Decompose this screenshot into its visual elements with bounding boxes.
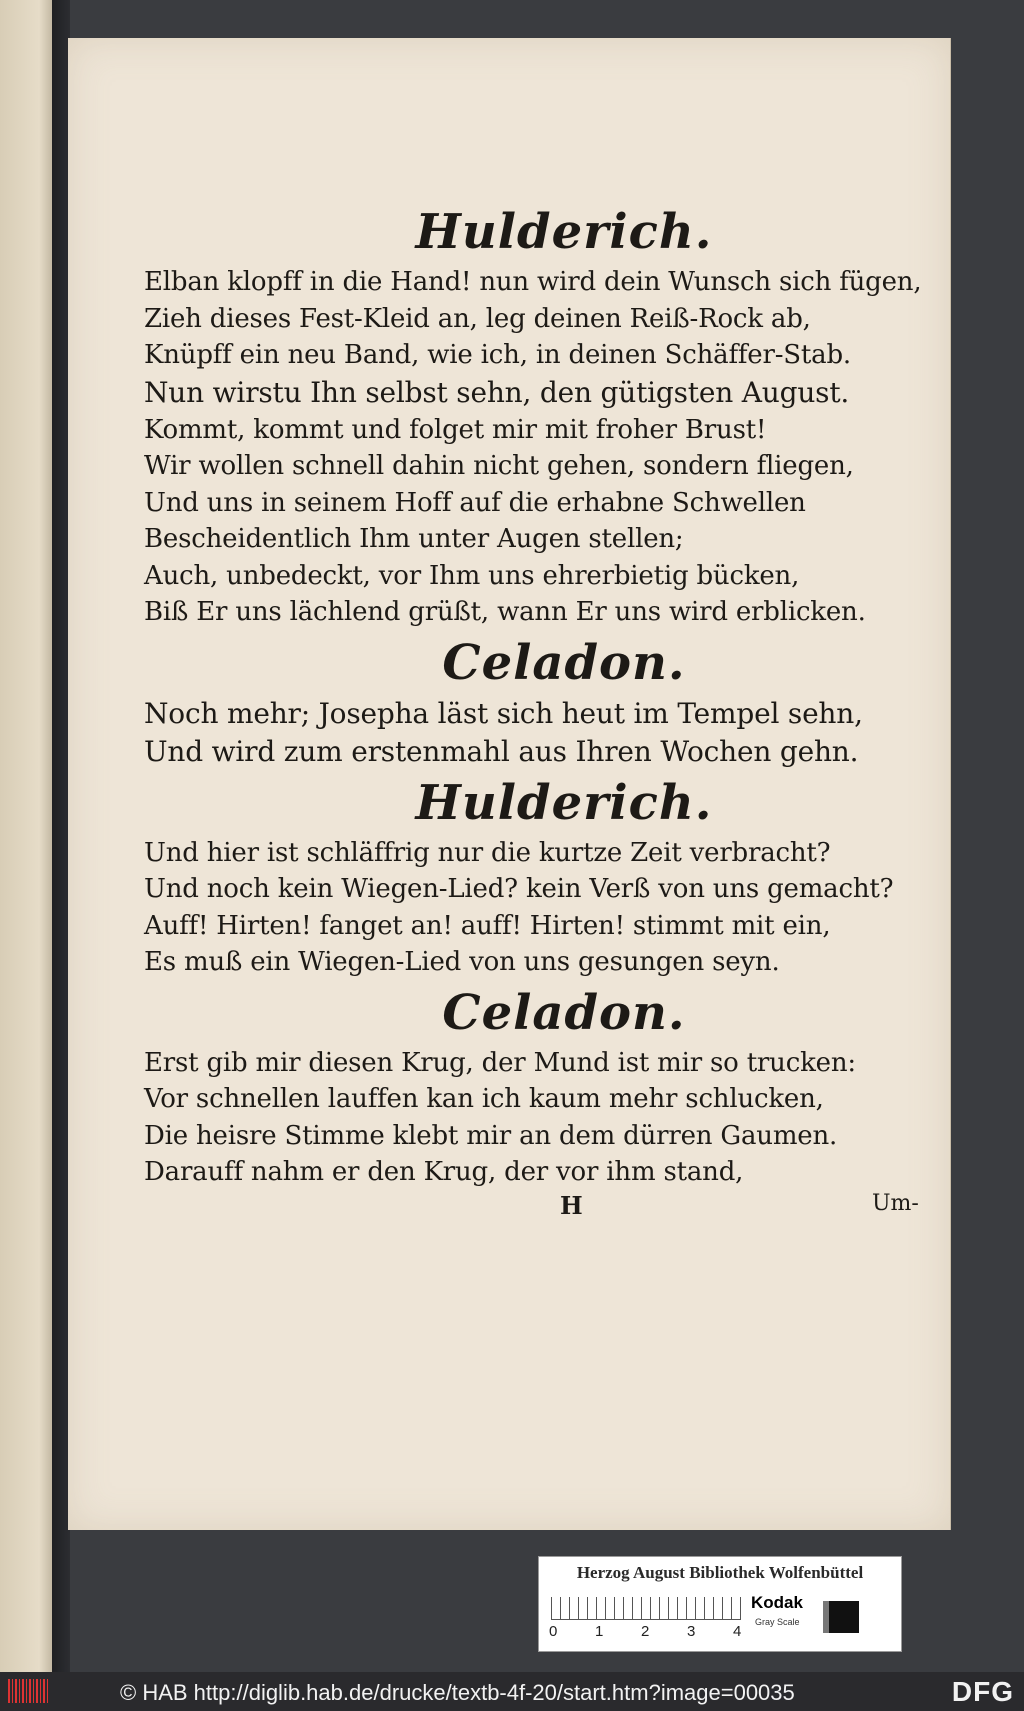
institution-label: Herzog August Bibliothek Wolfenbüttel — [576, 1563, 864, 1582]
ruler-number: 1 — [595, 1623, 604, 1640]
verse-line: Bescheidentlich Ihm unter Augen stellen; — [144, 524, 684, 554]
verse-line: Und wird zum erstenmahl aus Ihren Wochen gehn. — [144, 734, 859, 768]
verse-line: Auff! Hirten! fanget an! auff! Hirten! stimmt mit ein, — [144, 910, 831, 941]
ruler-number: 4 — [733, 1623, 742, 1640]
verse-line: Es muß ein Wiegen-Lied von uns gesungen seyn. — [144, 947, 780, 977]
verse-line: Die heisre Stimme klebt mir an dem dürren Gaumen. — [144, 1120, 838, 1151]
verse-line: Zieh dieses Fest-Kleid an, leg deinen Reiß-Rock ab, — [144, 303, 811, 334]
kodak-label: Kodak — [751, 1593, 803, 1612]
dialogue-block — [144, 631, 924, 771]
page-foot-line — [144, 1191, 924, 1231]
ruler-number: 0 — [549, 1623, 558, 1640]
ruler-number: 3 — [687, 1623, 696, 1640]
verse-line: Erst gib mir diesen Krug, der Mund ist mir so trucken: — [144, 1047, 856, 1078]
verse-line: Kommt, kommt und folget mir mit froher Brust! — [144, 414, 767, 445]
speaker-heading: Hulderich. — [415, 774, 713, 831]
black-patch — [829, 1601, 859, 1633]
verse-line: Biß Er uns lächlend grüßt, wann Er uns wird erblicken. — [144, 597, 866, 627]
document-page — [68, 38, 951, 1530]
dfg-logo: DFG — [951, 1676, 1014, 1707]
ruler-numbers — [549, 1623, 779, 1640]
color-target-card — [538, 1556, 902, 1652]
verse-line: Elban klopff in die Hand! nun wird dein Wunsch sich fügen, — [144, 267, 922, 297]
dialogue-block — [144, 771, 924, 981]
verse-line: Und uns in seinem Hoff auf die erhabne Schwellen — [144, 487, 806, 518]
barcode-icon — [8, 1679, 48, 1703]
verse-line: Knüpff ein neu Band, wie ich, in deinen Schäffer-Stab. — [144, 340, 851, 370]
catchword: Um- — [872, 1190, 919, 1216]
verse-line: Darauff nahm er den Krug, der vor ihm stand, — [144, 1157, 744, 1187]
left-page-edge — [0, 0, 56, 1672]
dialogue-block — [144, 200, 924, 631]
credit-link[interactable]: © HAB http://diglib.hab.de/drucke/textb-4f-20/start.htm?image=00035 — [120, 1680, 795, 1705]
scale-ruler — [551, 1597, 741, 1620]
verse-line: Und hier ist schläffrig nur die kurtze Zeit verbracht? — [144, 837, 831, 868]
verse-line: Wir wollen schnell dahin nicht gehen, sondern fliegen, — [144, 451, 854, 481]
speaker-heading: Celadon. — [442, 984, 686, 1041]
page-text — [144, 200, 924, 1231]
footer-bar — [0, 1672, 1024, 1711]
gray-scale-label: Gray Scale — [755, 1617, 800, 1627]
verse-line: Und noch kein Wiegen-Lied? kein Verß von uns gemacht? — [144, 874, 894, 904]
signature-mark: H — [560, 1190, 583, 1220]
verse-line: Vor schnellen lauffen kan ich kaum mehr schlucken, — [144, 1084, 824, 1114]
verse-line: Nun wirstu Ihn selbst sehn, den gütigsten August. — [144, 375, 850, 409]
speaker-heading: Hulderich. — [415, 204, 713, 260]
dialogue-block — [144, 981, 924, 1191]
ruler-number: 2 — [641, 1623, 650, 1640]
verse-line: Auch, unbedeckt, vor Ihm uns ehrerbietig bücken, — [144, 560, 800, 591]
verse-line: Noch mehr; Josepha läst sich heut im Tempel sehn, — [144, 696, 863, 730]
speaker-heading: Celadon. — [442, 634, 686, 691]
